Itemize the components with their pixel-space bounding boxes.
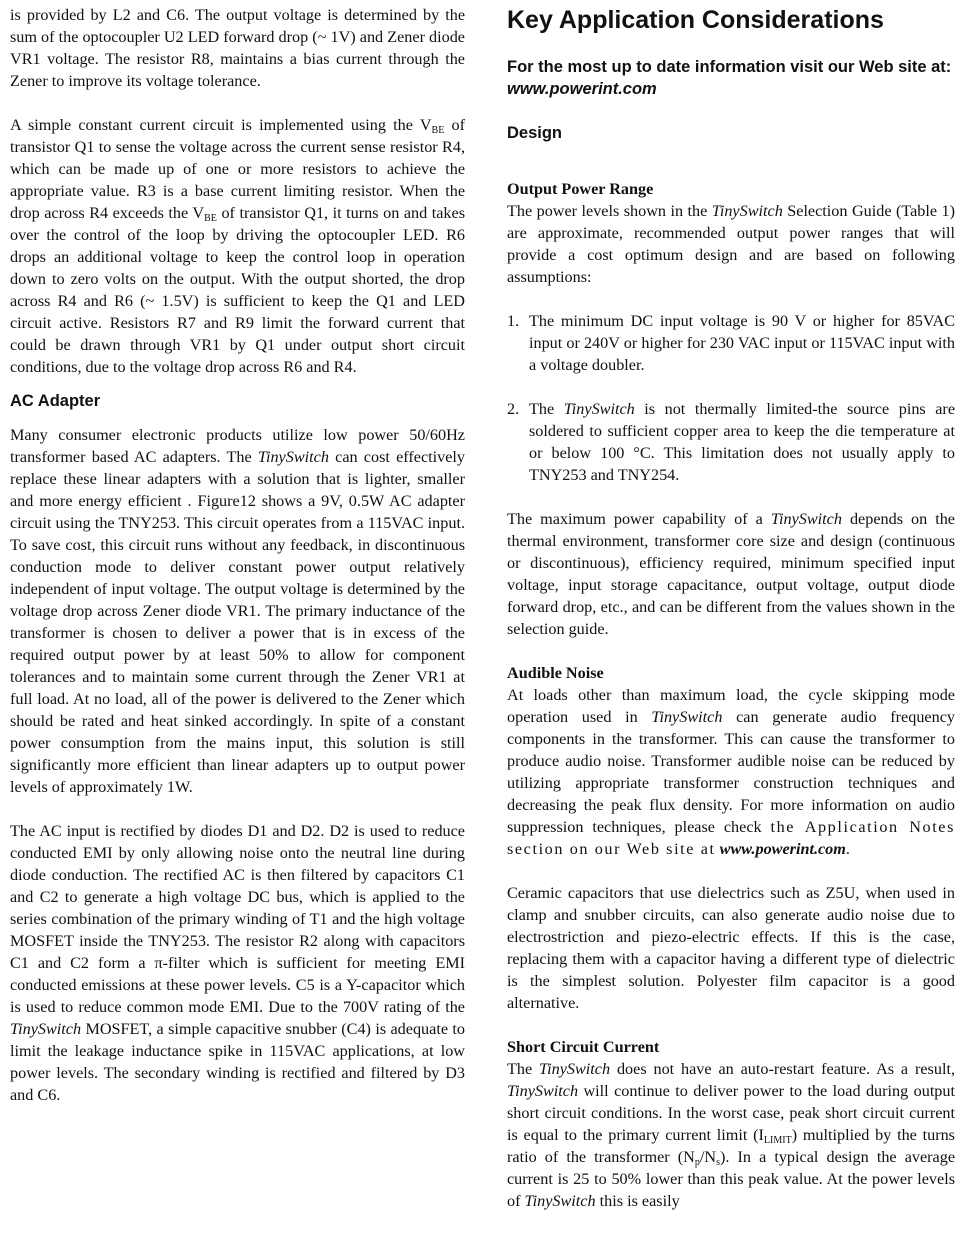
text-run: does not have an auto-restart feature. As a result, [610, 1059, 955, 1078]
spacer [507, 486, 955, 508]
text-run: the Application Notes section on our Web site at [507, 817, 955, 858]
spacer [507, 860, 955, 882]
text-run: The [507, 1059, 540, 1078]
list-item [507, 398, 955, 486]
spacer [10, 798, 465, 820]
brand-name: TinySwitch [507, 1081, 579, 1100]
spacer [507, 288, 955, 310]
text-run: The minimum DC input voltage is 90 V or higher for 85VAC input or 240V or higher for 230 VAC input or 115VAC input with a voltage doubler. [529, 311, 955, 374]
text-run: can cost effectively replace these linear adapters with a solution that is lighter, smaller and more energy efficient . Figure12 shows a 9V, 0.5W AC adapter circuit using the TNY253. This circuit operates from a 115VAC input. To save cost, this circuit runs without any feedback, in discontinuous conduction mode to deliver constant power output relatively independent of input voltage. The output voltage is determined by the voltage drop across Zener diode VR1. The primary inductance of the transformer is chosen to deliver a power that is in excess of the required output power by at least 50% to allow for component tolerances and to maintain some current through the Zener VR1 at full load. At no load, all of the power is delivered to the Zener which should be rated and heat sinked accordingly. In spite of a constant power consumption from the mains input, this solution is still significantly more efficient than linear adapters up to output power levels of approximately 1W. [10, 448, 465, 796]
text-run: of transistor Q1, it turns on and takes over the control of the loop by driving the optocoupler LED. R6 drops an additional voltage to keep the control loop in operation down to zero volts on the output. With the output shorted, the drop across R4 and R6 (~ 1.5V) is sufficient to keep the Q1 and LED circuit active. Resistors R7 and R9 limit the forward current that could be drawn through VR1 by Q1 under output short circuit conditions, due to the voltage drop across R6 and R4. [10, 204, 466, 376]
paragraph-audible-noise [507, 684, 955, 860]
text-run: can generate audio frequency components in the transformer. This can cause the transformer to produce audio noise. Transformer audible noise can be reduced by utilizing appropriate transformer construction techniques and decreasing the peak flux density. For more information on audio suppression techniques, please check [507, 707, 955, 836]
text-run: MOSFET, a simple capacitive snubber (C4) is adequate to limit the leakage inductance spike in 115VAC applications, at low power levels. The secondary winding is rectified and filtered by D3 and C6. [10, 1020, 465, 1104]
page-title: Key Application Considerations [507, 6, 884, 34]
notice-text: For the most up to date information visit our Web site at: [507, 58, 952, 76]
paragraph-output-voltage: is provided by L2 and C6. The output voltage is determined by the sum of the optocoupler U2 LED forward drop (~ 1V) and Zener diode VR1 voltage. The resistor R8, maintains a bias current through the Zener to improve its voltage tolerance. [10, 6, 465, 90]
brand-name: TinySwitch [651, 707, 723, 726]
brand-name: TinySwitch [524, 1191, 596, 1210]
brand-name: TinySwitch [563, 399, 635, 418]
subscript: BE [204, 213, 217, 224]
text-run: A simple constant current circuit is implemented using the V [10, 116, 432, 134]
assumptions-list [507, 310, 955, 486]
heading-ac-adapter: AC Adapter [10, 392, 101, 410]
brand-name: TinySwitch [10, 1020, 82, 1038]
spacer [507, 1014, 955, 1036]
subscript: s [716, 1156, 720, 1168]
paragraph-max-power [507, 508, 955, 640]
text-run: The power levels shown in the [507, 201, 712, 220]
heading-design: Design [507, 124, 563, 142]
subscript: p [694, 1156, 700, 1168]
text-run: /N [699, 1147, 717, 1166]
list-item [507, 310, 955, 376]
brand-name: TinySwitch [770, 509, 842, 528]
text-run: this is easily [595, 1191, 680, 1210]
text-run: ) multiplied by the turns ratio of the transformer (N [507, 1125, 955, 1166]
website-notice [507, 56, 955, 100]
brand-name: TinySwitch [711, 201, 783, 220]
text-run: ). In a typical design the average current is 25 to 50% lower than this peak value. At the power levels of [507, 1147, 956, 1210]
paragraph-ac-input-rectified [10, 820, 465, 1106]
list-number: 1. [507, 311, 520, 330]
paragraph-ceramic-capacitors: Ceramic capacitors that use dielectrics such as Z5U, when used in clamp and snubber circuits, can also generate audio noise due to electrostriction and piezo-electric effects. If this is the case, replacing them with a capacitor having a different type of dielectric is the simplest solution. Polyester film capacitor is a good alternative. [507, 883, 955, 1012]
text-run: depends on the thermal environment, transformer core size and design (continuous or discontinuous), efficiency required, minimum specified input voltage, input storage capacitance, output voltage, output diode forward drop, etc., and can be different from the values shown in the selection guide. [507, 509, 955, 638]
text-run: Selection Guide (Table 1) are approximate, recommended output power ranges that will provide a cost optimum design and are based on following assumptions: [507, 201, 955, 286]
list-number: 2. [507, 399, 520, 418]
paragraph-short-circuit [507, 1058, 955, 1212]
spacer [10, 92, 465, 114]
paragraph-power-levels [507, 200, 955, 288]
text-run: is not thermally limited-the source pins are soldered to sufficient copper area to keep the die temperature at or below 100 °C. This limitation does not usually apply to TNY253 and TNY254. [529, 399, 956, 484]
website-link[interactable]: www.powerint.com [507, 80, 657, 98]
text-run: Many consumer electronic products utilize low power 50/60Hz transformer based AC adapters. The [10, 426, 465, 466]
text-run: The maximum power capability of a [507, 509, 771, 528]
right-column [507, 4, 955, 1212]
spacer [507, 158, 955, 178]
spacer [507, 376, 955, 398]
spacer [507, 640, 955, 662]
brand-name: TinySwitch [257, 448, 329, 466]
heading-short-circuit-current: Short Circuit Current [507, 1037, 660, 1056]
website-link[interactable]: www.powerint.com [719, 839, 846, 858]
text-run: . [845, 839, 850, 858]
heading-audible-noise: Audible Noise [507, 663, 604, 682]
text-run: of transistor Q1 to sense the voltage across the current sense resistor R4, which can be made up of one or more resistors to achieve the appropriate value. R3 is a base current limiting resistor. When the drop across R4 exceeds the V [10, 116, 466, 222]
text-run: will continue to deliver power to the load during output short circuit conditions. In the worst case, peak short circuit current is equal to the primary current limit (I [507, 1081, 955, 1144]
subscript: BE [431, 125, 445, 136]
paragraph-constant-current [10, 114, 465, 378]
text-run: At loads other than maximum load, the cycle skipping mode operation used in [507, 685, 955, 726]
left-column [10, 4, 465, 1106]
heading-output-power-range: Output Power Range [507, 179, 654, 198]
text-run: The AC input is rectified by diodes D1 and D2. D2 is used to reduce conducted EMI by only allowing noise onto the neutral line during diode conduction. The rectified AC is then filtered by capacitors C1 and C2 to generate a high voltage DC bus, which is applied to the series combination of the primary winding of T1 and the high voltage MOSFET inside the TNY253. The resistor R2 along with capacitors C1 and C2 form a π-filter which is sufficient for meeting EMI conducted emissions at these power levels. C5 is a Y-capacitor which is used to reduce common mode EMI. Due to the 700V rating of the [10, 822, 465, 1016]
text-run: The [529, 399, 564, 418]
paragraph-ac-adapter-intro [10, 424, 465, 798]
brand-name: TinySwitch [539, 1059, 611, 1078]
subscript: LIMIT [763, 1134, 792, 1146]
